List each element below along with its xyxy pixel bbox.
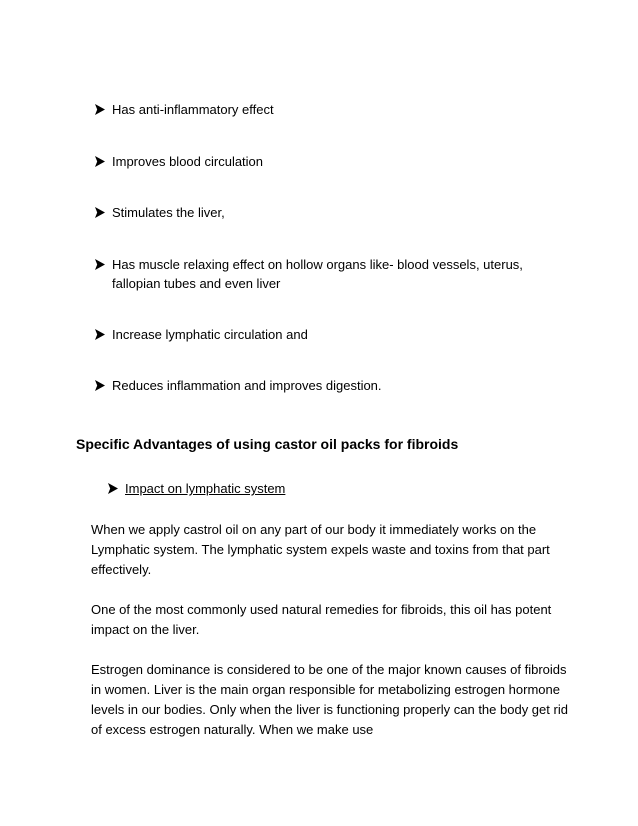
bullet-item bbox=[95, 152, 565, 171]
sub-bullet-item bbox=[108, 479, 285, 498]
bullet-item bbox=[95, 203, 565, 222]
arrowhead-bullet-icon bbox=[108, 483, 118, 494]
bullet-item bbox=[95, 255, 565, 293]
bullet-text: Improves blood circulation bbox=[112, 154, 264, 169]
bullet-text: Has anti-inflammatory effect bbox=[112, 102, 274, 117]
sub-bullet-text: Impact on lymphatic system bbox=[125, 481, 286, 496]
arrowhead-bullet-icon bbox=[95, 207, 105, 218]
bullet-text: Has muscle relaxing effect on hollow organs like- blood vessels, uterus, fallopian tubes and even liver bbox=[112, 257, 523, 291]
arrowhead-bullet-icon bbox=[95, 104, 105, 115]
arrowhead-bullet-icon bbox=[95, 259, 105, 270]
body-paragraph: When we apply castrol oil on any part of our body it immediately works on the Lymphatic system. The lymphatic system expels waste and toxins from that part effectively. bbox=[91, 522, 550, 577]
bullet-text: Stimulates the liver, bbox=[112, 205, 225, 220]
bullet-item bbox=[95, 325, 565, 344]
arrowhead-bullet-icon bbox=[95, 156, 105, 167]
bullet-item bbox=[95, 376, 565, 395]
arrowhead-bullet-icon bbox=[95, 380, 105, 391]
bullet-text: Reduces inflammation and improves digestion. bbox=[112, 378, 382, 393]
arrowhead-bullet-icon bbox=[95, 329, 105, 340]
bullet-text: Increase lymphatic circulation and bbox=[112, 327, 308, 342]
body-paragraph: One of the most commonly used natural remedies for fibroids, this oil has potent impact on the liver. bbox=[91, 602, 552, 637]
body-paragraph: Estrogen dominance is considered to be one of the major known causes of fibroids in women. Liver is the main organ responsible for metabolizing estrogen hormone levels in our bodies. Only when the liver is functioning properly can the body get rid of excess estrogen naturally. When we make use bbox=[91, 662, 568, 737]
bullet-item bbox=[95, 100, 565, 119]
section-heading: Specific Advantages of using castor oil packs for fibroids bbox=[76, 436, 459, 452]
